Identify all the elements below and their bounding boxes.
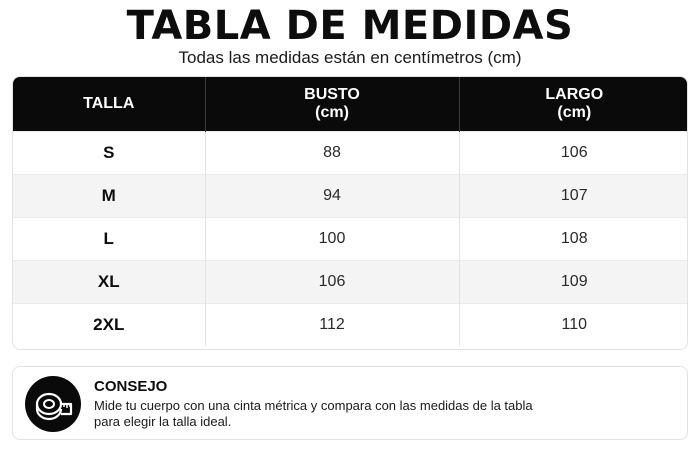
tip-text-line: para elegir la talla ideal. xyxy=(94,414,232,429)
page-subtitle: Todas las medidas están en centímetros (cm) xyxy=(178,48,522,67)
bust-cell: 94 xyxy=(205,174,459,217)
page-title: TABLA DE MEDIDAS xyxy=(126,3,574,49)
length-cell: 107 xyxy=(459,174,688,217)
column-header-bust-unit: (cm) xyxy=(315,103,349,121)
column-header-size xyxy=(13,77,205,131)
table-header xyxy=(13,77,688,131)
length-cell: 108 xyxy=(459,217,688,260)
table-row xyxy=(13,217,688,260)
bust-cell: 88 xyxy=(205,131,459,174)
column-header-bust-label: BUSTO xyxy=(304,85,360,103)
length-cell: 109 xyxy=(459,260,688,303)
size-table-container xyxy=(12,76,688,350)
tip-text-line: Mide tu cuerpo con una cinta métrica y compara con las medidas de la tabla xyxy=(94,398,533,413)
table-body xyxy=(13,131,688,346)
size-cell: M xyxy=(13,174,205,217)
column-header-bust xyxy=(205,77,459,131)
length-cell: 110 xyxy=(459,303,688,346)
tip-box xyxy=(12,366,688,440)
column-header-length-label: LARGO xyxy=(545,85,604,103)
table-row xyxy=(13,174,688,217)
table-header-row xyxy=(13,77,688,131)
size-cell: L xyxy=(13,217,205,260)
tip-text xyxy=(94,398,574,430)
size-cell: XL xyxy=(13,260,205,303)
column-header-size-label: TALLA xyxy=(83,94,135,112)
column-header-length-unit: (cm) xyxy=(557,103,592,121)
column-header-length xyxy=(459,77,688,131)
bust-cell: 106 xyxy=(205,260,459,303)
size-cell: 2XL xyxy=(13,303,205,346)
table-row xyxy=(13,260,688,303)
size-table xyxy=(13,77,688,346)
table-row xyxy=(13,303,688,346)
bust-cell: 112 xyxy=(205,303,459,346)
table-row xyxy=(13,131,688,174)
bust-cell: 100 xyxy=(205,217,459,260)
length-cell: 106 xyxy=(459,131,688,174)
tip-title: CONSEJO xyxy=(94,378,168,395)
measuring-tape-icon xyxy=(25,376,81,432)
size-cell: S xyxy=(13,131,205,174)
